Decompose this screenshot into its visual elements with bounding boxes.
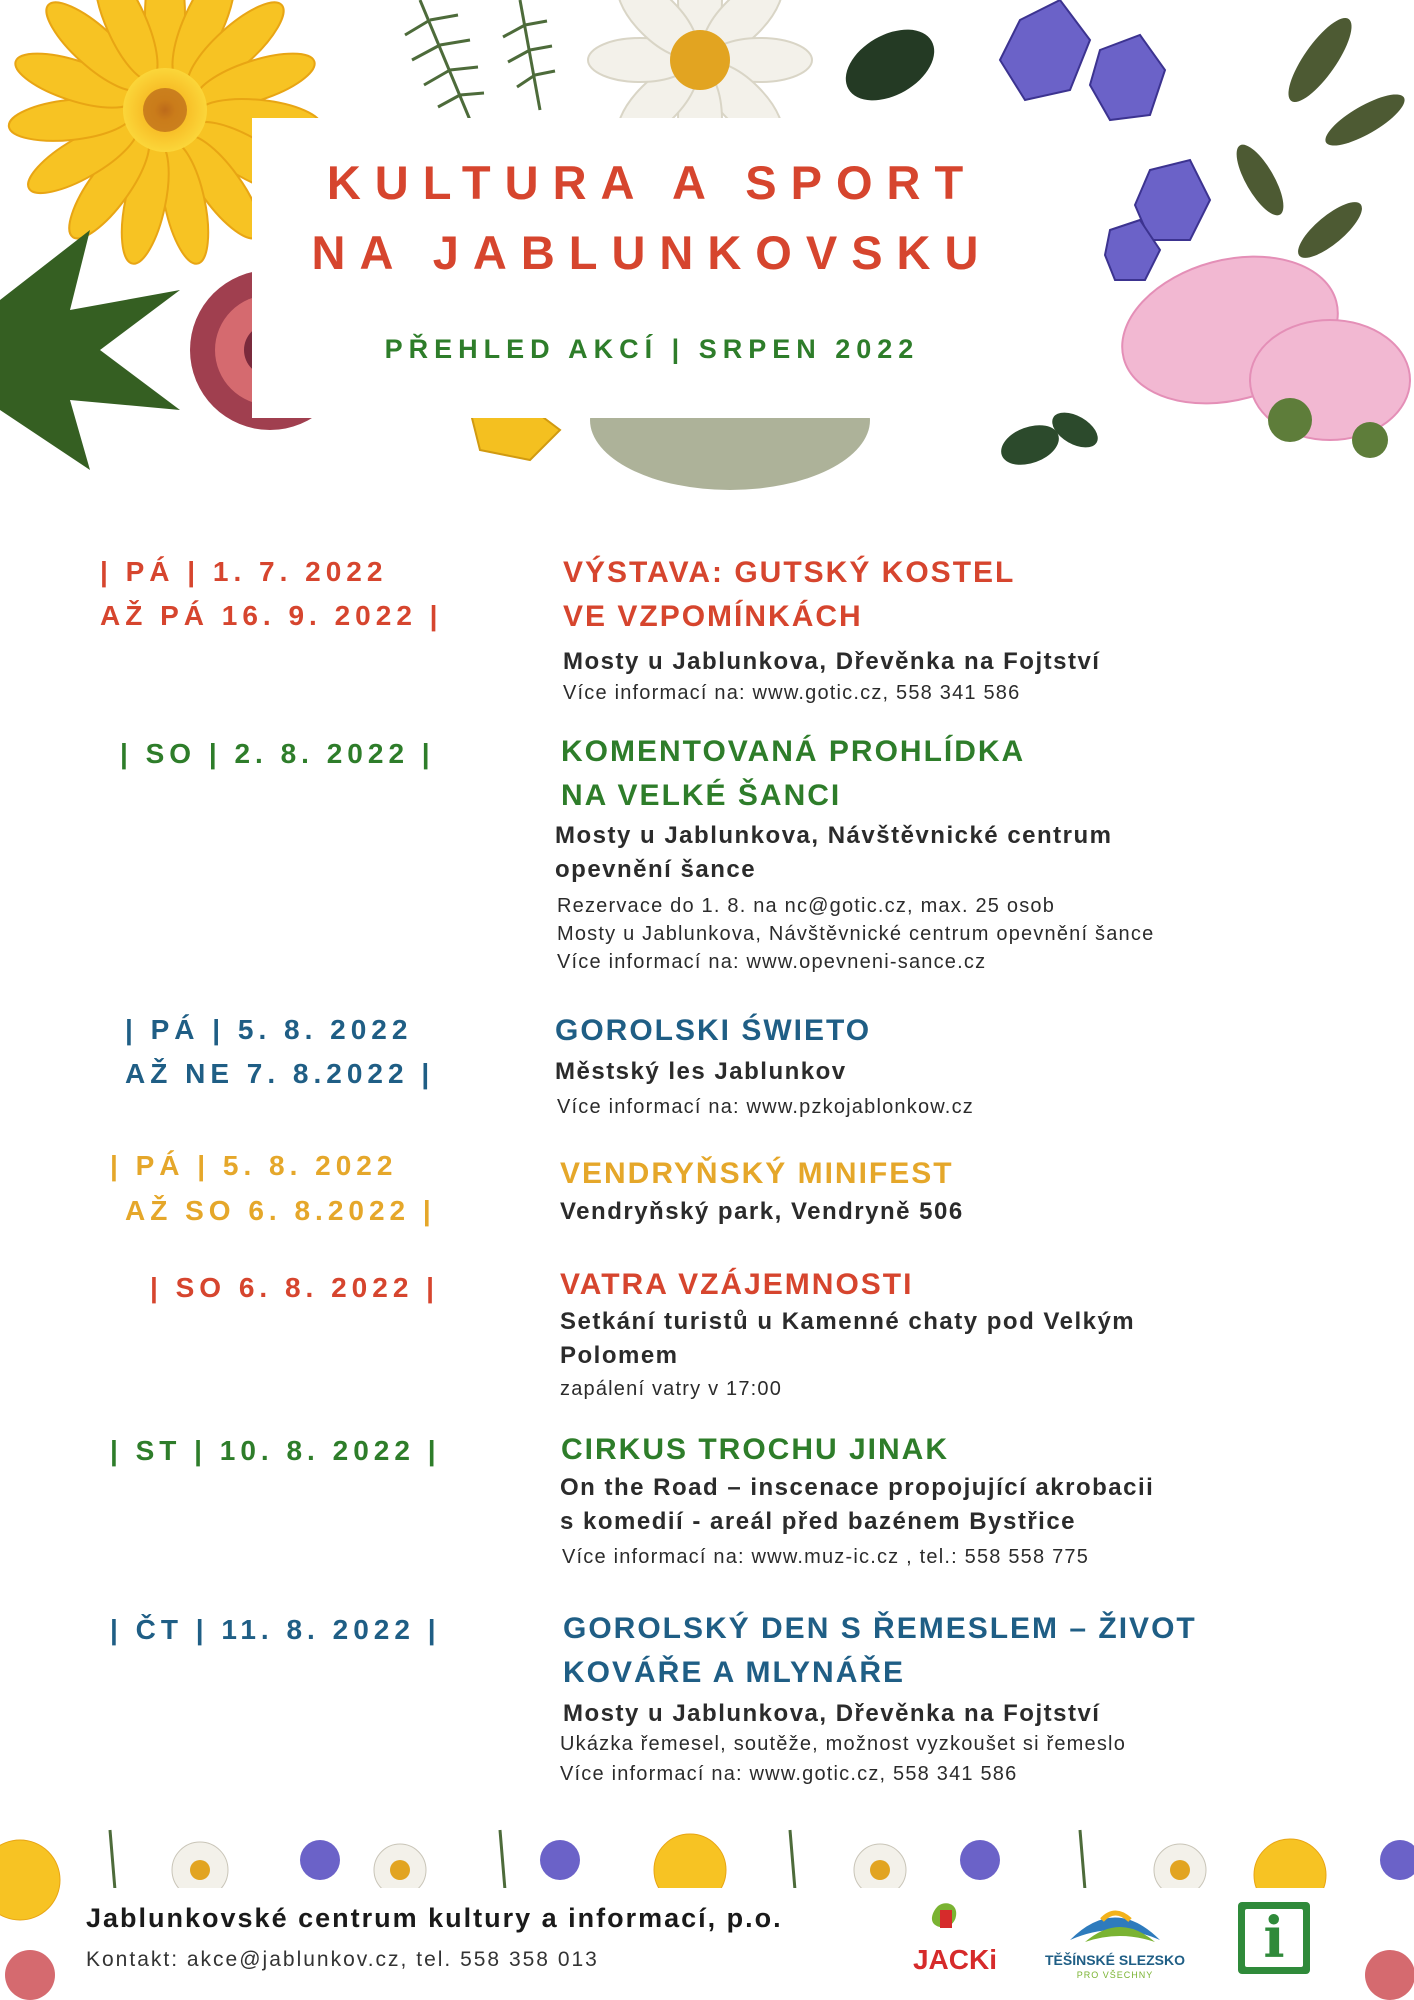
event-date: AŽ NE 7. 8.2022 | bbox=[125, 1058, 435, 1089]
event-place: s komedií - areál před bazénem Bystřice bbox=[560, 1508, 1077, 1535]
event-place: Mosty u Jablunkova, Dřevěnka na Fojtství bbox=[563, 648, 1101, 675]
event-place: Městský les Jablunkov bbox=[555, 1058, 847, 1085]
event-title: KOMENTOVANÁ PROHLÍDKA bbox=[561, 735, 1026, 768]
event-place: On the Road – inscenace propojující akrobacii bbox=[560, 1474, 1155, 1501]
event-title: CIRKUS TROCHU JINAK bbox=[561, 1433, 950, 1466]
event-title: VÝSTAVA: GUTSKÝ KOSTEL bbox=[563, 556, 1016, 589]
page-title-line1: KULTURA A SPORT bbox=[326, 156, 978, 209]
logo-slezsko-subtext: PRO VŠECHNY bbox=[1076, 1970, 1154, 1980]
info-icon: i bbox=[1263, 1905, 1285, 1971]
event-title: KOVÁŘE A MLYNÁŘE bbox=[563, 1656, 906, 1689]
event-place: Mosty u Jablunkova, Dřevěnka na Fojtství bbox=[563, 1700, 1101, 1727]
info-center-logo bbox=[1238, 1902, 1310, 1974]
event-date: | PÁ | 5. 8. 2022 bbox=[125, 1014, 413, 1045]
event-date: | PÁ | 5. 8. 2022 bbox=[110, 1150, 398, 1181]
fern-icon bbox=[405, 0, 555, 120]
tesinske-slezsko-logo bbox=[1040, 1900, 1190, 1990]
event-place: Setkání turistů u Kamenné chaty pod Velkým bbox=[560, 1308, 1136, 1335]
event-info: Rezervace do 1. 8. na nc@gotic.cz, max. 25 osob bbox=[557, 895, 1056, 917]
event-date: AŽ PÁ 16. 9. 2022 | bbox=[100, 600, 443, 631]
event-info: Více informací na: www.opevneni-sance.cz bbox=[557, 951, 987, 973]
event-date: | ČT | 11. 8. 2022 | bbox=[110, 1614, 441, 1645]
event-info: Více informací na: www.muz-ic.cz , tel.: 558 558 775 bbox=[562, 1546, 1090, 1568]
event-title: VATRA VZÁJEMNOSTI bbox=[560, 1268, 914, 1301]
leaf-icon bbox=[833, 15, 946, 115]
event-info: Více informací na: www.pzkojablonkow.cz bbox=[557, 1096, 974, 1118]
event-date: | ST | 10. 8. 2022 | bbox=[110, 1435, 441, 1466]
event-title: VE VZPOMÍNKÁCH bbox=[563, 600, 863, 633]
leaf-icon bbox=[1228, 10, 1411, 267]
event-date: AŽ SO 6. 8.2022 | bbox=[125, 1195, 436, 1226]
event-place: Polomem bbox=[560, 1342, 679, 1369]
green-leaf-icon bbox=[0, 230, 180, 470]
event-info: Ukázka řemesel, soutěže, možnost vyzkoušet si řemeslo bbox=[560, 1733, 1127, 1755]
event-title: VENDRYŇSKÝ MINIFEST bbox=[560, 1157, 954, 1190]
event-info: Více informací na: www.gotic.cz, 558 341 586 bbox=[563, 682, 1021, 704]
organization-name: Jablunkovské centrum kultury a informací, p.o. bbox=[86, 1903, 783, 1933]
mountain-logo-icon bbox=[1040, 1900, 1190, 1950]
event-date: | PÁ | 1. 7. 2022 bbox=[100, 556, 388, 587]
jacki-logo-text: JACKi bbox=[912, 1944, 997, 1975]
contact-info: Kontakt: akce@jablunkov.cz, tel. 558 358 013 bbox=[86, 1948, 599, 1971]
page-title-line2: NA JABLUNKOVSKU bbox=[311, 226, 993, 279]
jacki-logo bbox=[900, 1900, 1010, 1980]
event-date: | SO 6. 8. 2022 | bbox=[150, 1272, 440, 1303]
page-subtitle: PŘEHLED AKCÍ | SRPEN 2022 bbox=[384, 334, 920, 364]
event-date: | SO | 2. 8. 2022 | bbox=[120, 738, 435, 769]
event-info: zapálení vatry v 17:00 bbox=[560, 1378, 783, 1400]
event-info: Více informací na: www.gotic.cz, 558 341 586 bbox=[560, 1763, 1018, 1785]
logo-slezsko-text: TĚŠÍNSKÉ SLEZSKO bbox=[1044, 1952, 1186, 1968]
event-title: NA VELKÉ ŠANCI bbox=[561, 779, 842, 812]
event-place: Mosty u Jablunkova, Návštěvnické centrum bbox=[555, 822, 1113, 849]
event-info: Mosty u Jablunkova, Návštěvnické centrum opevnění šance bbox=[557, 923, 1155, 945]
event-place: Vendryňský park, Vendryně 506 bbox=[560, 1198, 964, 1225]
event-place: opevnění šance bbox=[555, 856, 757, 883]
event-title: GOROLSKI ŚWIETO bbox=[555, 1014, 872, 1047]
event-title: GOROLSKÝ DEN S ŘEMESLEM – ŽIVOT bbox=[563, 1612, 1197, 1645]
